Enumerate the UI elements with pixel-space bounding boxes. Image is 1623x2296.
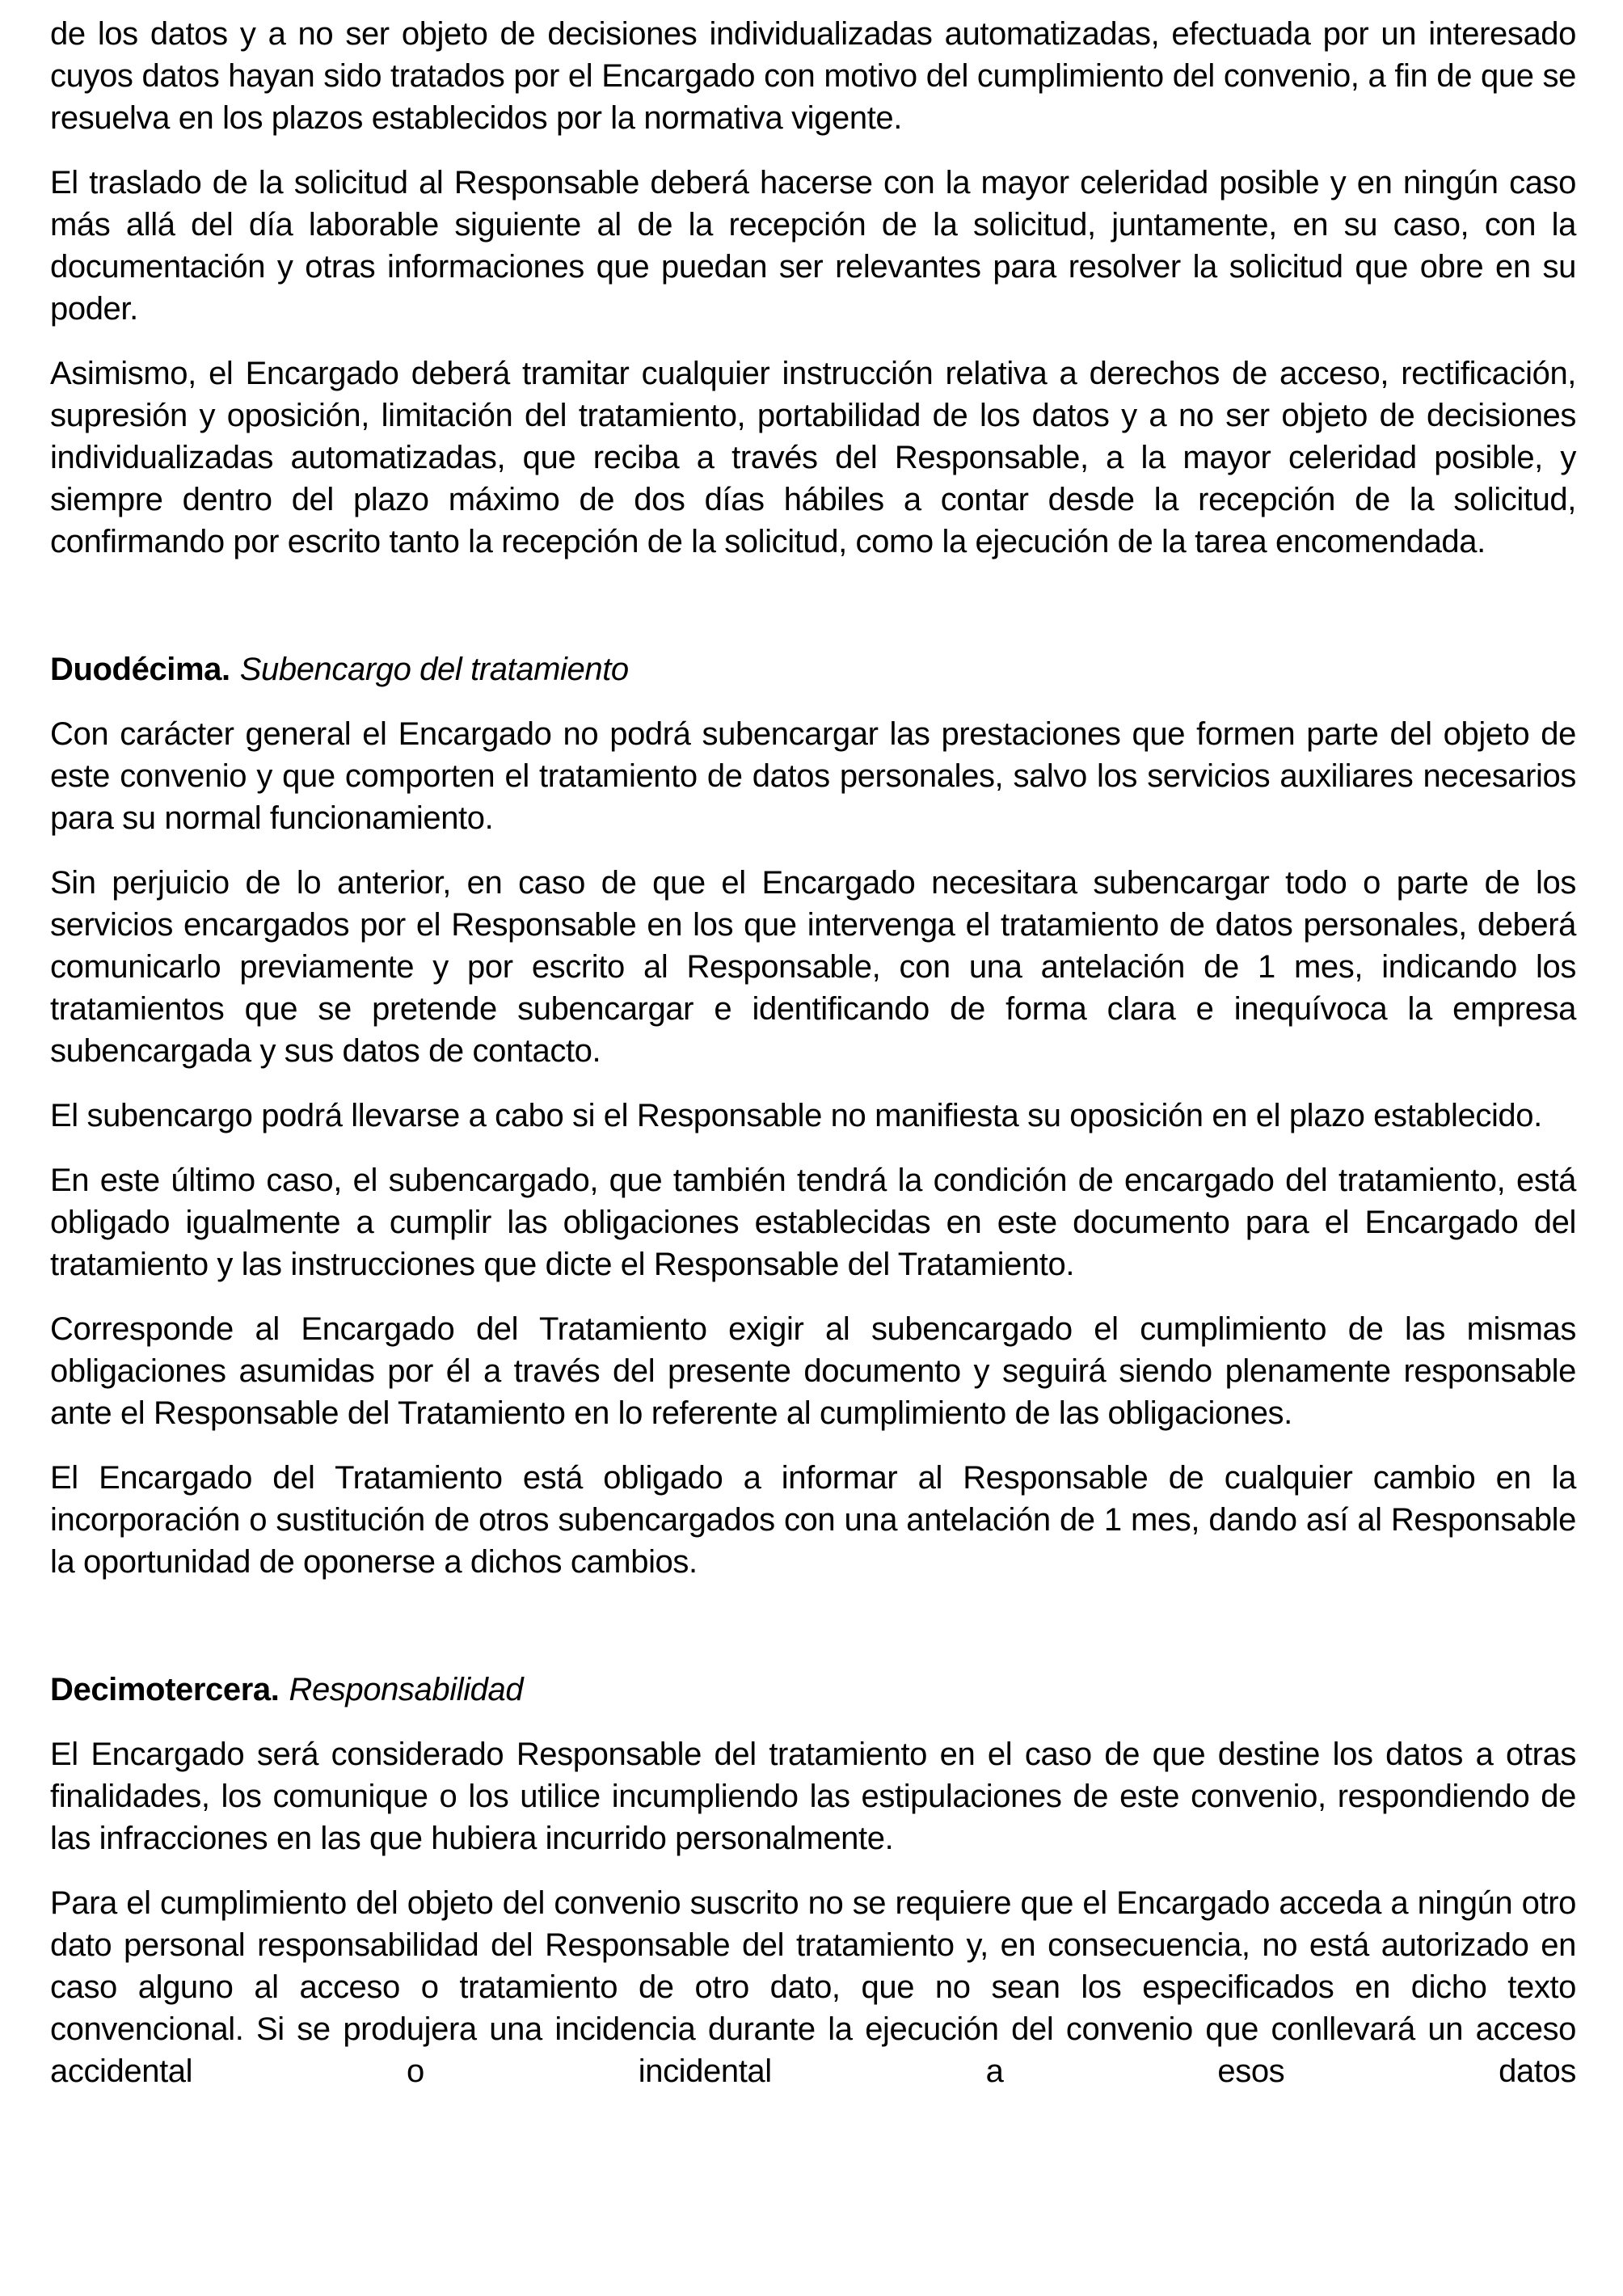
clause-number-decimotercera: Decimotercera. bbox=[50, 1672, 280, 1707]
clause-heading-duodecima bbox=[50, 648, 1576, 690]
clause-title-subencargo: Subencargo del tratamiento bbox=[239, 652, 629, 687]
paragraph-encargado-liability-for-subcontractor: Corresponde al Encargado del Tratamiento exigir al subencargado el cumplimiento de las mismas obligaciones asumidas por él a través del presente documento y seguirá siendo plenamente responsable ante el Responsable del Tratamiento en lo referente al cumplimiento de las obligaciones. bbox=[50, 1311, 1576, 1431]
paragraph-subcontracting-no-opposition: El subencargo podrá llevarse a cabo si el Responsable no manifiesta su oposición en el plazo establecido. bbox=[50, 1098, 1542, 1133]
paragraph-subcontractor-obligations: En este último caso, el subencargado, que también tendrá la condición de encargado del tratamiento, está obligado igualmente a cumplir las obligaciones establecidas en este documento para el Encargado del tratamiento y las instrucciones que dicte el Responsable del Tratamiento. bbox=[50, 1163, 1576, 1282]
paragraph-processing-instructions: Asimismo, el Encargado deberá tramitar cualquier instrucción relativa a derechos de acceso, rectificación, supresión y oposición, limitación del tratamiento, portabilidad de los datos y a no ser objeto de decisiones individualizadas automatizadas, que reciba a través del Responsable, a la mayor celeridad posible, y siempre dentro del plazo máximo de dos días hábiles a contar desde la recepción de la solicitud, confirmando por escrito tanto la recepción de la solicitud, como la ejecución de la tarea encomendada. bbox=[50, 356, 1576, 559]
clause-title-responsabilidad: Responsabilidad bbox=[289, 1672, 524, 1707]
paragraph-continuation-rights-of-data-subjects: de los datos y a no ser objeto de decisiones individualizadas automatizadas, efectuada por un interesado cuyos datos hayan sido tratados por el Encargado con motivo del cumplimiento del convenio, a fin de que se resuelva en los plazos establecidos por la normativa vigente. bbox=[50, 16, 1576, 136]
paragraph-notice-of-subcontractor-changes: El Encargado del Tratamiento está obligado a informar al Responsable de cualquier cambio en la incorporación o sustitución de otros subencargados con una antelación de 1 mes, dando así al Responsable la oportunidad de oponerse a dichos cambios. bbox=[50, 1460, 1576, 1580]
clause-number-duodecima: Duodécima. bbox=[50, 652, 230, 687]
clause-heading-decimotercera bbox=[50, 1669, 1576, 1711]
paragraph-transfer-of-request: El traslado de la solicitud al Responsable deberá hacerse con la mayor celeridad posible y en ningún caso más allá del día laborable siguiente al de la recepción de la solicitud, juntamente, en su caso, con la documentación y otras informaciones que puedan ser relevantes para resolver la solicitud que obre en su poder. bbox=[50, 165, 1576, 327]
paragraph-encargado-considered-responsable: El Encargado será considerado Responsable del tratamiento en el caso de que destine los datos a otras finalidades, los comunique o los utilice incumpliendo las estipulaciones de este convenio, respondiendo de las infracciones en las que hubiera incurrido personalmente. bbox=[50, 1737, 1576, 1856]
paragraph-general-subcontracting-prohibition: Con carácter general el Encargado no podrá subencargar las prestaciones que formen parte del objeto de este convenio y que comporten el tratamiento de datos personales, salvo los servicios auxiliares necesarios para su normal funcionamiento. bbox=[50, 716, 1576, 836]
paragraph-access-limitation-truncated: Para el cumplimiento del objeto del convenio suscrito no se requiere que el Encargado acceda a ningún otro dato personal responsabilidad del Responsable del tratamiento y, en consecuencia, no está autorizado en caso alguno al acceso o tratamiento de otro dato, que no sean los especificados en dicho texto convencional. Si se produjera una incidencia durante la ejecución del convenio que conllevará un acceso accidental o incidental a esos datos bbox=[50, 1885, 1576, 2089]
paragraph-subcontracting-notice: Sin perjuicio de lo anterior, en caso de que el Encargado necesitara subencargar todo o parte de los servicios encargados por el Responsable en los que intervenga el tratamiento de datos personales, deberá comunicarlo previamente y por escrito al Responsable, con una antelación de 1 mes, indicando los tratamientos que se pretende subencargar e identificando de forma clara e inequívoca la empresa subencargada y sus datos de contacto. bbox=[50, 865, 1576, 1069]
